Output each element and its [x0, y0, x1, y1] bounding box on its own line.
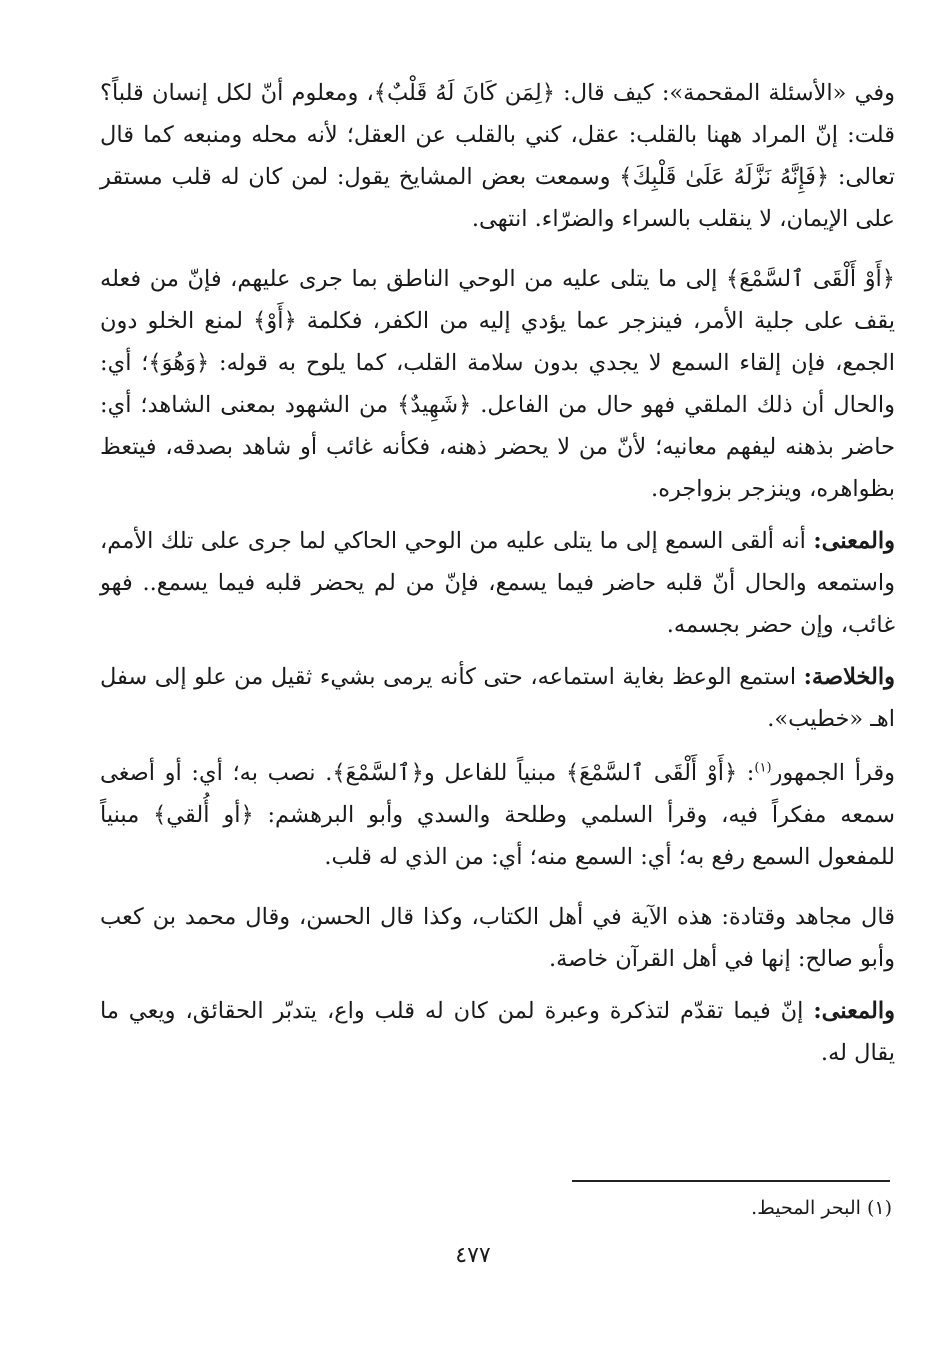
footnote-divider — [572, 1180, 890, 1182]
paragraph-summary — [100, 656, 895, 740]
paragraph-qiraat — [100, 752, 895, 878]
paragraph-text: قال مجاهد وقتادة: هذه الآية في أهل الكتاب، وكذا قال الحسن، وقال محمد بن كعب وأبو صالح: إنها في أهل القرآن خاصة. — [100, 904, 895, 972]
page-number: ٤٧٧ — [455, 1243, 491, 1268]
paragraph-text: : ﴿أَوْ أَلْقَى ٱلسَّمْعَ﴾ مبنياً للفاعل و﴿ٱلسَّمْعَ﴾. نصب به؛ أي: أو أصغى سمعه مفكراً فيه، وقرأ السلمي وطلحة والسدي وأبو البرهشم: ﴿أو أُلقي﴾ مبنياً للمفعول السمع رفع به؛ أي: السمع منه؛ أي: من الذي له قلب. — [100, 760, 895, 870]
page-body — [100, 72, 895, 1074]
paragraph-meaning-1 — [100, 520, 895, 646]
paragraph-alqa-alsama — [100, 258, 895, 510]
footnote-marker: (١) — [866, 1197, 892, 1219]
paragraph-text-before-note: وقرأ الجمهور — [771, 760, 895, 786]
paragraph-text: وفي «الأسئلة المقحمة»: كيف قال: ﴿لِمَن كَانَ لَهُ قَلْبٌ﴾، ومعلوم أنّ لكل إنسان قلباً؟ قلت: إنّ المراد ههنا بالقلب: عقل، كني بالقلب عن العقل؛ لأنه محله ومنبعه كما قال تعالى: ﴿فَإِنَّهُ نَزَّلَهُ عَلَىٰ قَلْبِكَ﴾ وسمعت بعض المشايخ يقول: لمن كان له قلب مستقر على الإيمان، لا ينقلب بالسراء والضرّاء. انتهى. — [100, 80, 895, 232]
footnote — [300, 1191, 892, 1225]
paragraph-text: استمع الوعظ بغاية استماعه، حتى كأنه يرمى بشيء ثقيل من علو إلى سفل اهـ «خطيب». — [100, 664, 895, 732]
paragraph-meaning-2 — [100, 990, 895, 1074]
paragraph-text: ﴿أَوْ أَلْقَى ٱلسَّمْعَ﴾ إلى ما يتلى عليه من الوحي الناطق بما جرى عليهم، فإنّ من فعله يقف على جلية الأمر، فينزجر عما يؤدي إليه من الكفر، فكلمة ﴿أَوْ﴾ لمنع الخلو دون الجمع، فإن إلقاء السمع لا يجدي بدون سلامة القلب، كما يلوح به قوله: ﴿وَهُوَ﴾؛ أي: والحال أن ذلك الملقي فهو حال من الفاعل. ﴿شَهِيدٌ﴾ من الشهود بمعنى الشاهد؛ أي: حاضر بذهنه ليفهم معانيه؛ لأنّ من لا يحضر ذهنه، فكأنه غائب أو شاهد بصدقه، فيتعظ بظواهره، وينزجر بزواجره. — [100, 266, 895, 502]
paragraph-asila-muqhima — [100, 72, 895, 240]
footnote-reference: (١) — [754, 760, 772, 776]
paragraph-lead: والخلاصة: — [803, 664, 895, 690]
paragraph-lead: والمعنى: — [813, 998, 895, 1024]
paragraph-lead: والمعنى: — [813, 528, 895, 554]
paragraph-text: إنّ فيما تقدّم لتذكرة وعبرة لمن كان له قلب واع، يتدبّر الحقائق، ويعي ما يقال له. — [100, 998, 895, 1066]
footnote-text: البحر المحيط. — [751, 1197, 861, 1219]
paragraph-mujahid — [100, 896, 895, 980]
paragraph-text: أنه ألقى السمع إلى ما يتلى عليه من الوحي الحاكي لما جرى على تلك الأمم، واستمعه والحال أنّ قلبه حاضر فيما يسمع، فإنّ من لم يحضر قلبه فيما يسمع.. فهو غائب، وإن حضر بجسمه. — [100, 528, 895, 638]
